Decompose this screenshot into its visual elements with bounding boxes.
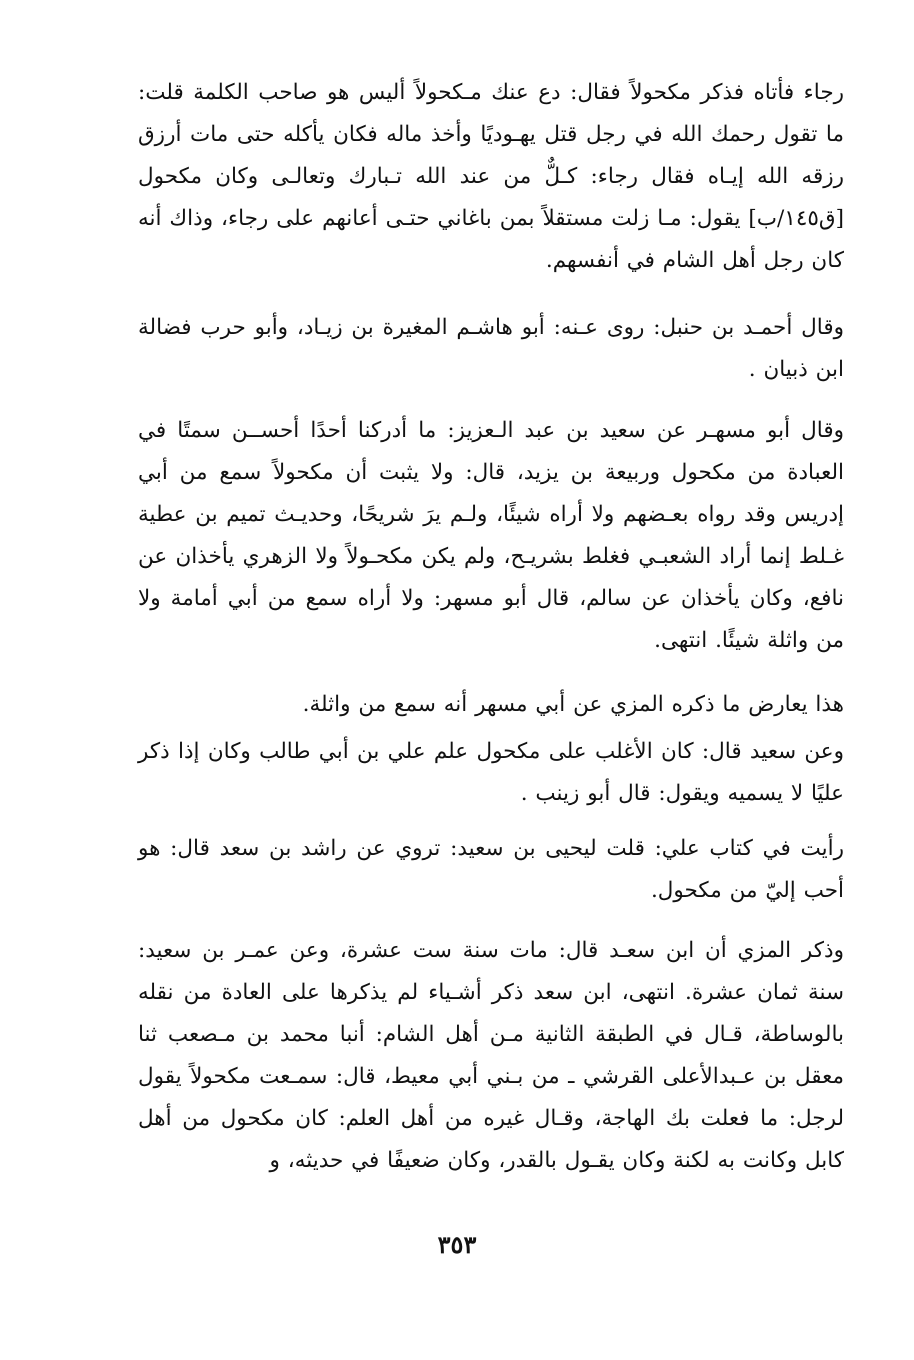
paragraph-ibn-saad — [138, 930, 844, 1182]
paragraph-text: وقال أحمـد بن حنبل: روى عـنه: أبو هاشـم المغيرة بن زيـاد، وأبو حرب فضالة ابن ذبيان . — [138, 315, 844, 382]
paragraph-text: رجاء فأتاه فذكر مكحولاً فقال: دع عنك مـكحولاً أليس هو صاحب الكلمة قلت: ما تقول رحمك الله في رجل قتل يهـوديًا وأخذ ماله فكان يأكله حتى مات أرزق رزقه الله إيـاه فقال رجاء: كـلٌّ من عند الله تـبارك وتعالـى وكان مكحول [ق١٤٥/ب] يقول: مـا زلت مستقلاً بمن باغاني حتـى أعانهم على رجاء، وذاك أنه كان رجل أهل الشام في أنفسهم. — [138, 80, 844, 273]
page-number: ٣٥٣ — [437, 1230, 477, 1259]
paragraph-ahmad-ibn-hanbal — [138, 307, 844, 391]
paragraph-text: رأيت في كتاب علي: قلت ليحيى بن سعيد: تروي عن راشد بن سعد قال: هو أحب إليّ من مكحول. — [138, 836, 844, 903]
paragraph-said-ali — [138, 731, 844, 815]
paragraph-rajaa-makhul — [138, 72, 844, 282]
paragraph-kitab-ali — [138, 828, 844, 912]
paragraph-text: وذكر المزي أن ابن سعـد قال: مات سنة ست عشرة، وعن عمـر بن سعيد: سنة ثمان عشرة. انتهى، ابن سعد ذكر أشـياء لم يذكرها على العادة من نقله بالوساطة، قـال في الطبقة الثانية مـن أهل الشام: أنبا محمد بن مـصعب ثنا معقل بن عـبدالأعلى القرشي ـ من بـني أبي معيط، قال: سمـعت مكحولاً يقول لرجل: ما فعلت بك الهاجة، وقـال غيره من أهل العلم: كان مكحول من أهل كابل وكانت به لكنة وكان يقـول بالقدر، وكان ضعيفًا في حديثه، و — [138, 938, 844, 1173]
paragraph-mizzi-contradiction — [138, 684, 844, 726]
paragraph-text: وعن سعيد قال: كان الأغلب على مكحول علم علي بن أبي طالب وكان إذا ذكر عليًا لا يسميه ويقول: قال أبو زينب . — [138, 739, 844, 806]
paragraph-text: وقال أبو مسهـر عن سعيد بن عبد الـعزيز: ما أدركنا أحدًا أحســن سمتًا في العبادة من مكحول وربيعة بن يزيد، قال: ولا يثبت أن مكحولاً سمع من أبي إدريس وقد رواه بعـضهم ولا أراه شيئًا، ولـم يرَ شريحًا، وحديـث تميم بن عطية غـلط إنما أراد الشعبـي فغلط بشريـح، ولم يكن مكحـولاً ولا الزهري يأخذان عن نافع، وكان يأخذان عن سالم، قال أبو مسهر: ولا أراه سمع من أبي أمامة ولا من واثلة شيئًا. انتهى. — [138, 418, 844, 653]
paragraph-abu-mushir — [138, 410, 844, 662]
paragraph-text: هذا يعارض ما ذكره المزي عن أبي مسهر أنه سمع من واثلة. — [302, 692, 844, 717]
